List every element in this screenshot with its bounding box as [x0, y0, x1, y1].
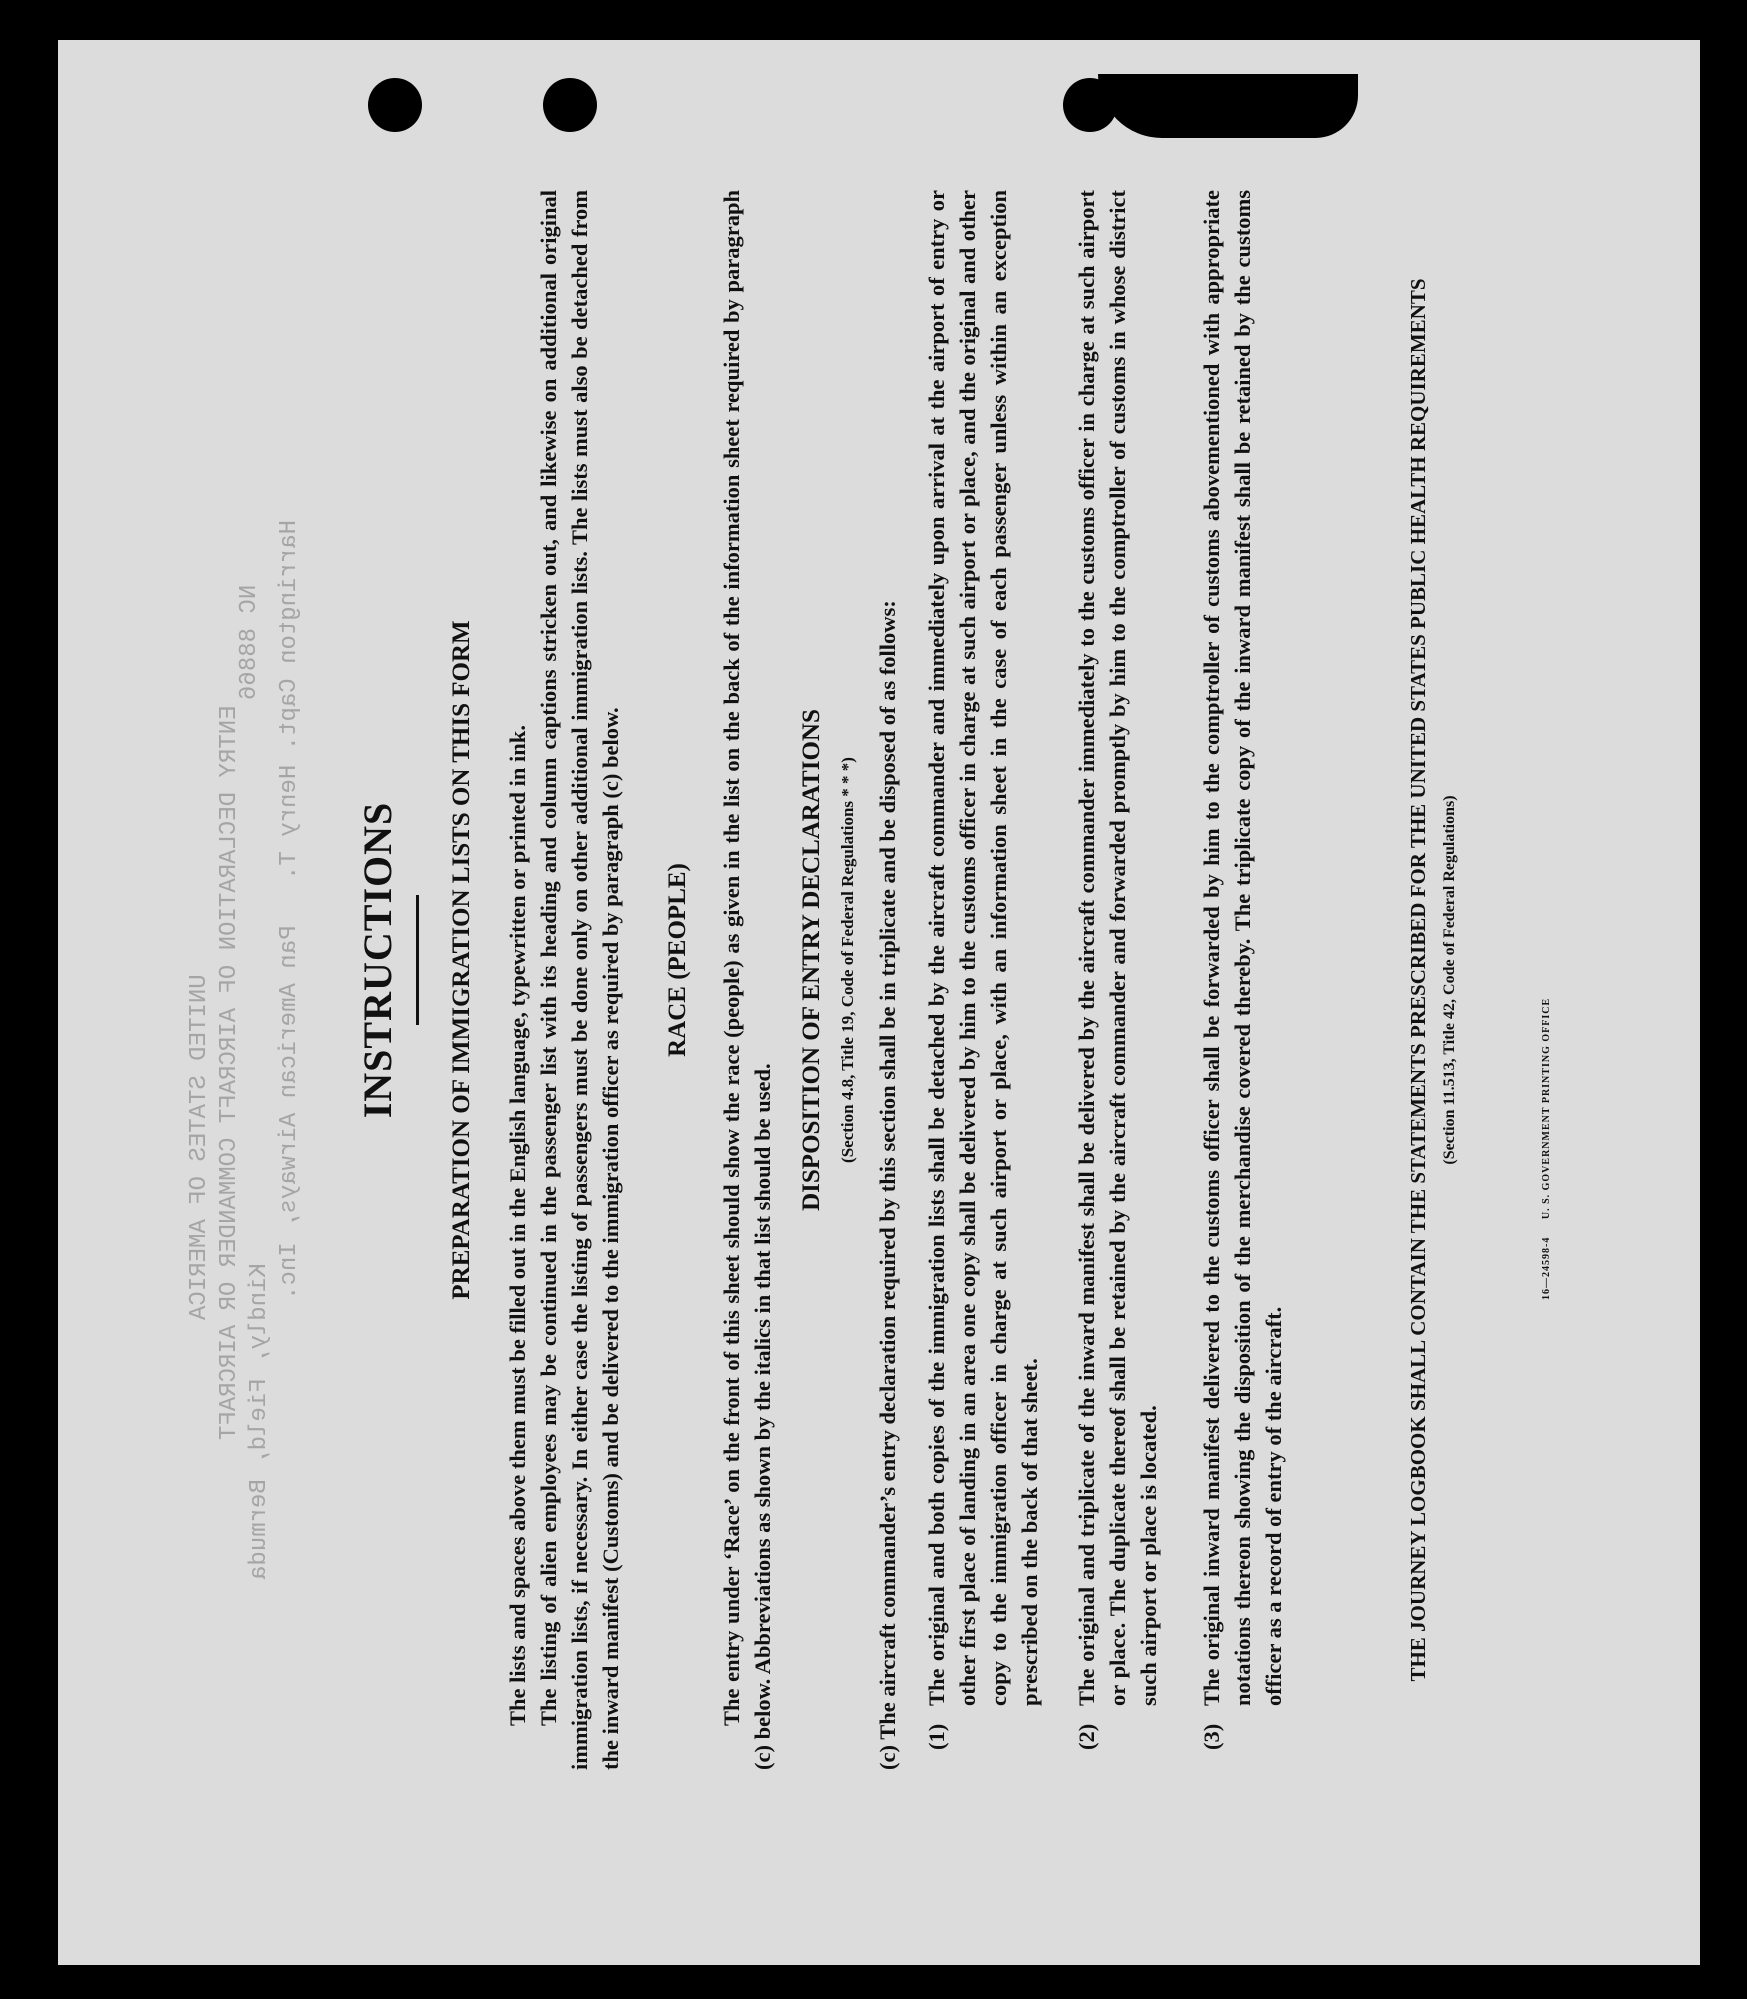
bleed-through-text: ENTRY DECLARATION OF AIRCRAFT COMMANDER OR AIRCRAFT	[216, 705, 243, 1440]
list-item	[1196, 190, 1296, 1750]
document-sheet	[58, 40, 1700, 1965]
item-number: (2)	[1074, 1723, 1099, 1750]
bleed-through-text: Pan American Airways, Inc.	[276, 925, 303, 1300]
bleed-through-text: Harrington Capt. Henry T.	[276, 519, 303, 880]
printer-name: U. S. GOVERNMENT PRINTING OFFICE	[1541, 997, 1552, 1220]
item-text: The original and triplicate of the inward manifest shall be delivered by the aircraft commander immediately to the customs officer in charge at such airport or place. The duplicate thereof shall be retained by the aircraft commander and forwarded promptly by him to the comptroller of customs in whose district such airport or place is located.	[1074, 190, 1161, 1706]
item-number: (1)	[924, 1723, 949, 1750]
footer-statement: THE JOURNEY LOGBOOK SHALL CONTAIN THE STATEMENTS PRESCRIBED FOR THE UNITED STATES PUBLIC HEALTH REQUIREMENTS	[1406, 278, 1430, 1682]
title-underline	[416, 895, 419, 1025]
print-code: 16—24598-4	[1541, 1236, 1552, 1300]
bleed-through-text: Kindly, Field, Bermuda	[246, 1263, 273, 1580]
printer-imprint	[1541, 998, 1552, 1300]
section-heading-race: RACE (PEOPLE)	[664, 863, 691, 1057]
footer-citation: (Section 11.513, Title 42, Code of Federal Regulations)	[1441, 795, 1458, 1165]
item-text: The original inward manifest delivered to the customs officer shall be forwarded by him to the comptroller of customs abovementioned with appropriate notations thereon showing the disposition of the merchandise covered thereby. The triplicate copy of the inward manifest shall be retained by the customs officer as a record of entry of the aircraft.	[1199, 190, 1286, 1706]
paragraph-race: The entry under ‘Race’ on the front of this sheet should show the race (people) as given in the list on the back of the information sheet required by paragraph (c) below. Abbreviations as shown by the italics in that list should be used.	[719, 190, 775, 1770]
bleed-through-text: UNITED STATES OF AMERICA	[186, 974, 213, 1320]
section-heading-disposition: DISPOSITION OF ENTRY DECLARATIONS	[798, 709, 825, 1211]
list-item	[1071, 190, 1171, 1750]
bleed-through-text: NC 88866	[236, 584, 263, 700]
paragraph-fill-out: The lists and spaces above them must be filled out in the English language, typewritten or printed in ink.	[505, 725, 530, 1726]
rotated-page-content	[186, 60, 1646, 1860]
paragraph-alien-employees: The listing of alien employees may be continued in the passenger list with its heading and column captions stricken out, and likewise on additional original immigration lists, if necessary. In either case the listing of passengers must be done only on other additional immigration lists. The lists must also be detached from the inward manifest (Customs) and be delivered to the immigration officer as required by paragraph (c) below.	[536, 190, 623, 1770]
paragraph-c-intro: (c) The aircraft commander’s entry declaration required by this section shall be in triplicate and be disposed of as follows:	[875, 600, 900, 1770]
section-heading-preparation: PREPARATION OF IMMIGRATION LISTS ON THIS FORM	[448, 620, 475, 1300]
item-number: (3)	[1199, 1723, 1224, 1750]
item-text: The original and both copies of the immigration lists shall be detached by the aircraft commander and immediately upon arrival at the airport of entry or other first place of landing in an area one copy shall be delivered by him to the customs officer in charge at such airport or place, and the original and other copy to the immigration officer in charge at such airport or place, with an information sheet in the case of each passenger unless within an exception prescribed on the back of that sheet.	[924, 190, 1042, 1706]
document-title: INSTRUCTIONS	[355, 801, 400, 1119]
section-citation: (Section 4.8, Title 19, Code of Federal Regulations * * *)	[838, 757, 857, 1163]
list-item	[921, 190, 1051, 1750]
